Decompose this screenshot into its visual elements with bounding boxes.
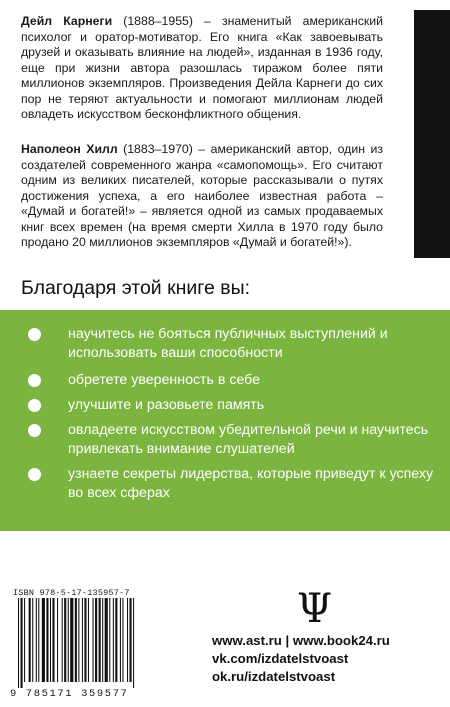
bullet-icon [28, 468, 41, 481]
benefit-item [28, 396, 438, 415]
barcode-bar [130, 598, 132, 682]
benefit-text: узнаете секреты лидерства, которые приведут к успеху во всех сферах [68, 466, 434, 501]
barcode-bar [105, 598, 108, 682]
barcode-bar [64, 598, 66, 682]
barcode-bar [84, 598, 86, 682]
barcode-bar [127, 598, 128, 682]
barcode-bars [10, 598, 172, 688]
author-bio-text: (1888–1955) – знаменитый американский психолог и оратор-мотиватор. Его книга «Как завоевывать друзей и оказывать влияние на людей», изданная в 1936 году, еще при жизни автора разошлась тиражом более пяти миллионов экземпляров. Произведения Дейла Карнеги до сих пор не теряют актуальности и помогают миллионам людей овладеть искусством бесконфликтного общения. [21, 14, 383, 121]
benefit-item [28, 371, 438, 390]
barcode-bar [32, 598, 33, 682]
author-bio-carnegie [21, 14, 383, 123]
barcode-bar [68, 598, 69, 682]
author-name-hill: Наполеон Хилл [21, 142, 118, 156]
barcode-number: 9 785171 359577 [10, 688, 129, 700]
barcode-bar [57, 598, 58, 682]
benefits-title: Благодаря этой книге вы: [21, 277, 251, 299]
barcode-bar [102, 598, 103, 682]
barcode-bar [115, 598, 117, 682]
benefit-item [28, 465, 438, 503]
publisher-link[interactable]: ok.ru/izdatelstvoast [212, 669, 336, 684]
barcode-bar [36, 598, 37, 682]
barcode-bar [29, 598, 31, 682]
isbn-label: ISBN 978-5-17-135957-7 [13, 588, 130, 598]
bullet-icon [28, 328, 41, 341]
barcode-bar [75, 598, 77, 682]
barcode-bar [82, 598, 83, 682]
benefit-text: овладеете искусством убедительной речи и научитесь привлекать внимание слушателей [68, 422, 429, 457]
barcode-bar [24, 598, 25, 682]
bullet-icon [28, 399, 41, 412]
author-bio-hill [21, 142, 383, 251]
barcode-bar [95, 598, 97, 682]
barcode-bar [50, 598, 51, 682]
publisher-link[interactable]: vk.com/izdatelstvoast [212, 651, 349, 666]
barcode-bar [42, 598, 45, 682]
benefits-panel [0, 310, 450, 531]
benefit-item [28, 421, 438, 459]
bullet-icon [28, 374, 41, 387]
author-name-carnegie: Дейл Карнеги [21, 14, 113, 28]
barcode-bar [62, 598, 63, 682]
barcode-bar [120, 598, 121, 682]
barcode-bar [122, 598, 123, 682]
barcode-bar [18, 598, 19, 688]
barcode-bar [70, 598, 73, 682]
barcode-bar [109, 598, 110, 682]
barcode-bar [133, 598, 134, 688]
barcode-bar [99, 598, 101, 682]
barcode-bar [93, 598, 94, 682]
author-bio-text: (1883–1970) – американский автор, один из создателей современного жанра «самопомощь». Его считают одним из великих писателей, которые рассказывали о путях достижения успеха, а его наиболее известная работа – «Думай и богатей!» – является одной из самых продаваемых книг всех времен (на время смерти Хилла в 1970 году было продано 20 миллионов экземпляров «Думай и богатей!»). [21, 142, 383, 249]
barcode-bar [52, 598, 54, 682]
barcode-bar [113, 598, 114, 682]
benefit-text: научитесь не бояться публичных выступлений и использовать ваши способности [68, 326, 388, 361]
benefit-text: улучшите и разовьете память [68, 397, 265, 413]
barcode-bar [21, 598, 23, 688]
bullet-icon [28, 424, 41, 437]
benefit-item [28, 325, 438, 363]
barcode-bar [46, 598, 48, 682]
black-edge-tab [414, 10, 450, 258]
barcode-bar [38, 598, 39, 682]
benefit-text: обретете уверенность в себе [68, 372, 261, 388]
barcode-bar [88, 598, 89, 682]
barcode-bar [78, 598, 79, 682]
publisher-logo-icon: Ψ [297, 586, 333, 632]
publisher-link[interactable]: www.ast.ru | www.book24.ru [212, 633, 390, 648]
